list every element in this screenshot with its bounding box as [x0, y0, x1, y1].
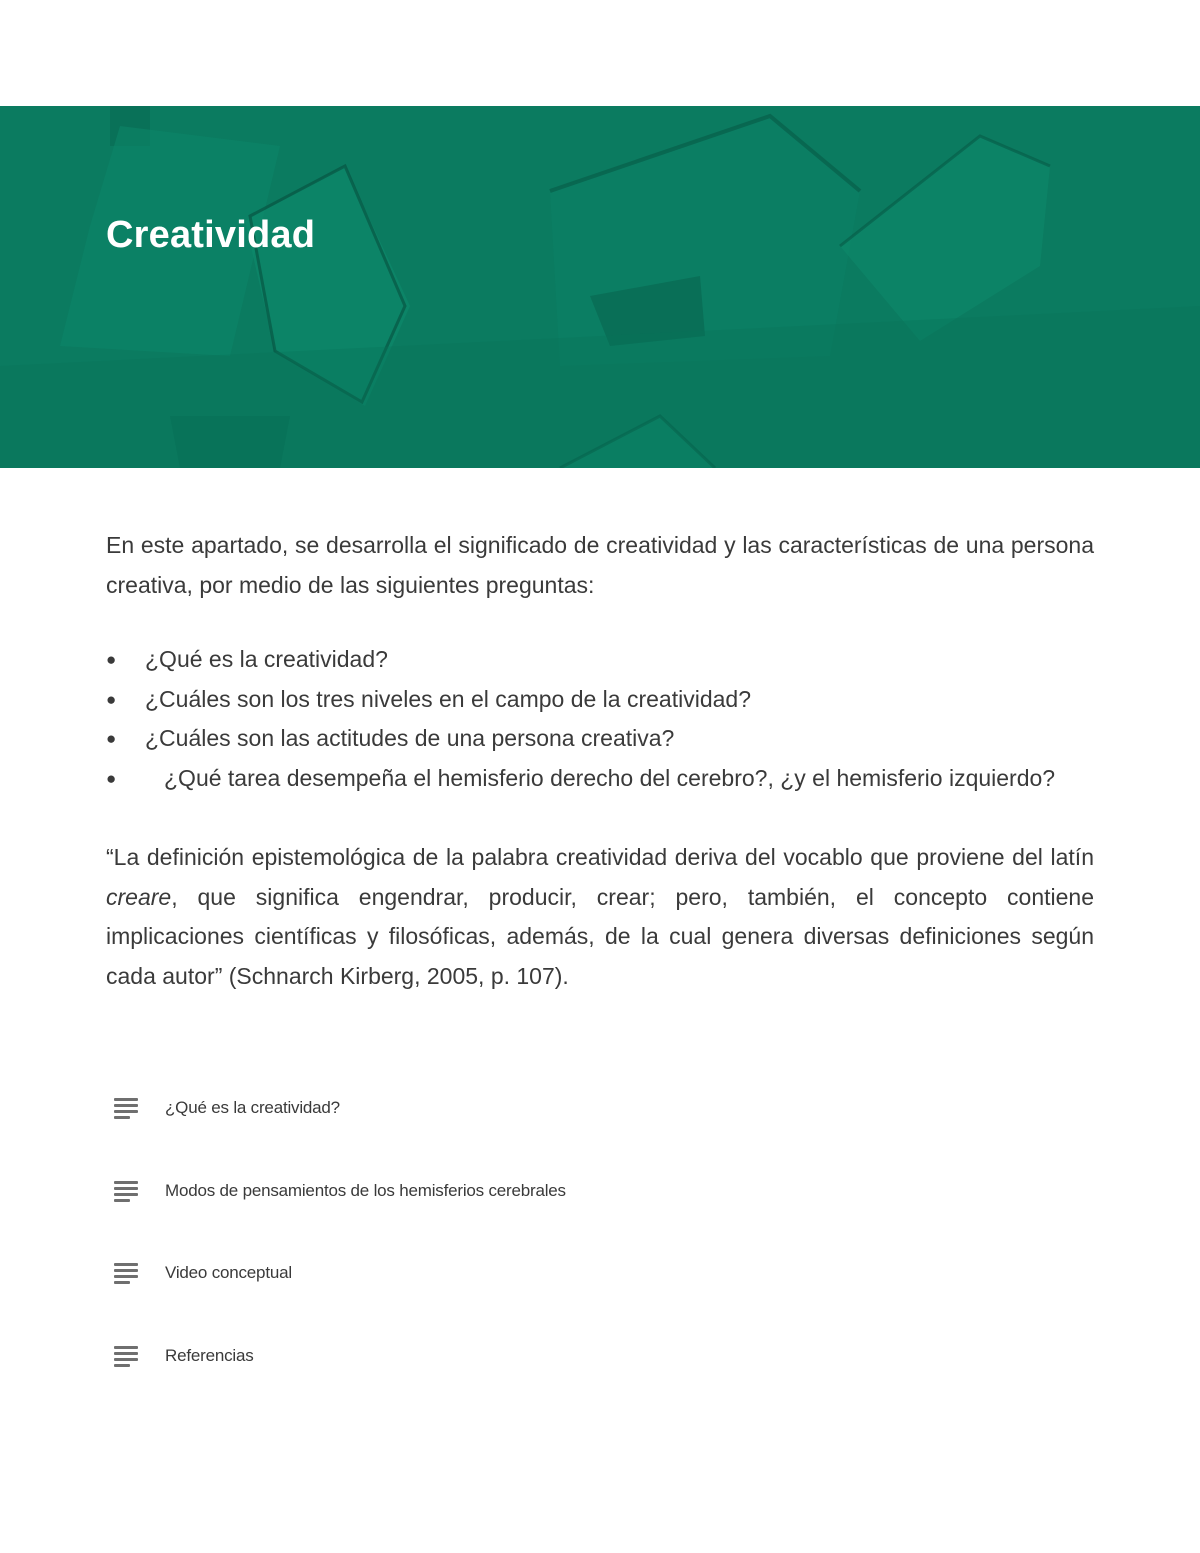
text-lines-icon: [114, 1263, 139, 1283]
questions-list: [106, 640, 1094, 798]
list-item: ● ¿Cuáles son las actitudes de una persona creativa?: [106, 719, 1094, 759]
quote-italic-term: creare: [106, 883, 172, 910]
toc-item-label: Video conceptual: [165, 1263, 292, 1282]
toc-item-video-conceptual[interactable]: [114, 1251, 814, 1295]
list-item: ● ¿Qué es la creatividad?: [106, 640, 1094, 680]
quote-paragraph: [106, 838, 1094, 996]
page-title: Creatividad: [106, 214, 316, 256]
quote-text-end: , que significa engendrar, producir, crear; pero, también, el concepto contiene implicaciones científicas y filosóficas, además, de la cual genera diversas definiciones según cada autor” (Schnarch Kirberg, 2005, p. 107).: [106, 883, 1094, 989]
header-banner: [0, 106, 1200, 468]
intro-paragraph: En este apartado, se desarrolla el significado de creatividad y las características de una persona creativa, por medio de las siguientes preguntas:: [106, 532, 1094, 598]
list-item: ● ¿Cuáles son los tres niveles en el campo de la creatividad?: [106, 680, 1094, 720]
banner-background-shapes: [0, 106, 1200, 468]
toc-item-que-es-la-creatividad[interactable]: [114, 1086, 814, 1130]
toc-item-referencias[interactable]: [114, 1334, 814, 1378]
list-item: ● ¿Qué tarea desempeña el hemisferio derecho del cerebro?, ¿y el hemisferio izquierdo?: [106, 759, 1094, 799]
toc-item-modos-de-pensamientos[interactable]: [114, 1169, 814, 1213]
main-content: [106, 526, 1094, 996]
text-lines-icon: [114, 1346, 139, 1366]
toc-item-label: Modos de pensamientos de los hemisferios cerebrales: [165, 1180, 566, 1200]
text-lines-icon: [114, 1181, 139, 1201]
toc-item-label: Referencias: [165, 1345, 254, 1365]
quote-text-start: “La definición epistemológica de la palabra creatividad deriva del vocablo que proviene del latín: [106, 844, 1094, 870]
toc-item-label: ¿Qué es la creatividad?: [165, 1098, 340, 1117]
text-lines-icon: [114, 1098, 139, 1118]
lesson-toc: [114, 1086, 814, 1416]
